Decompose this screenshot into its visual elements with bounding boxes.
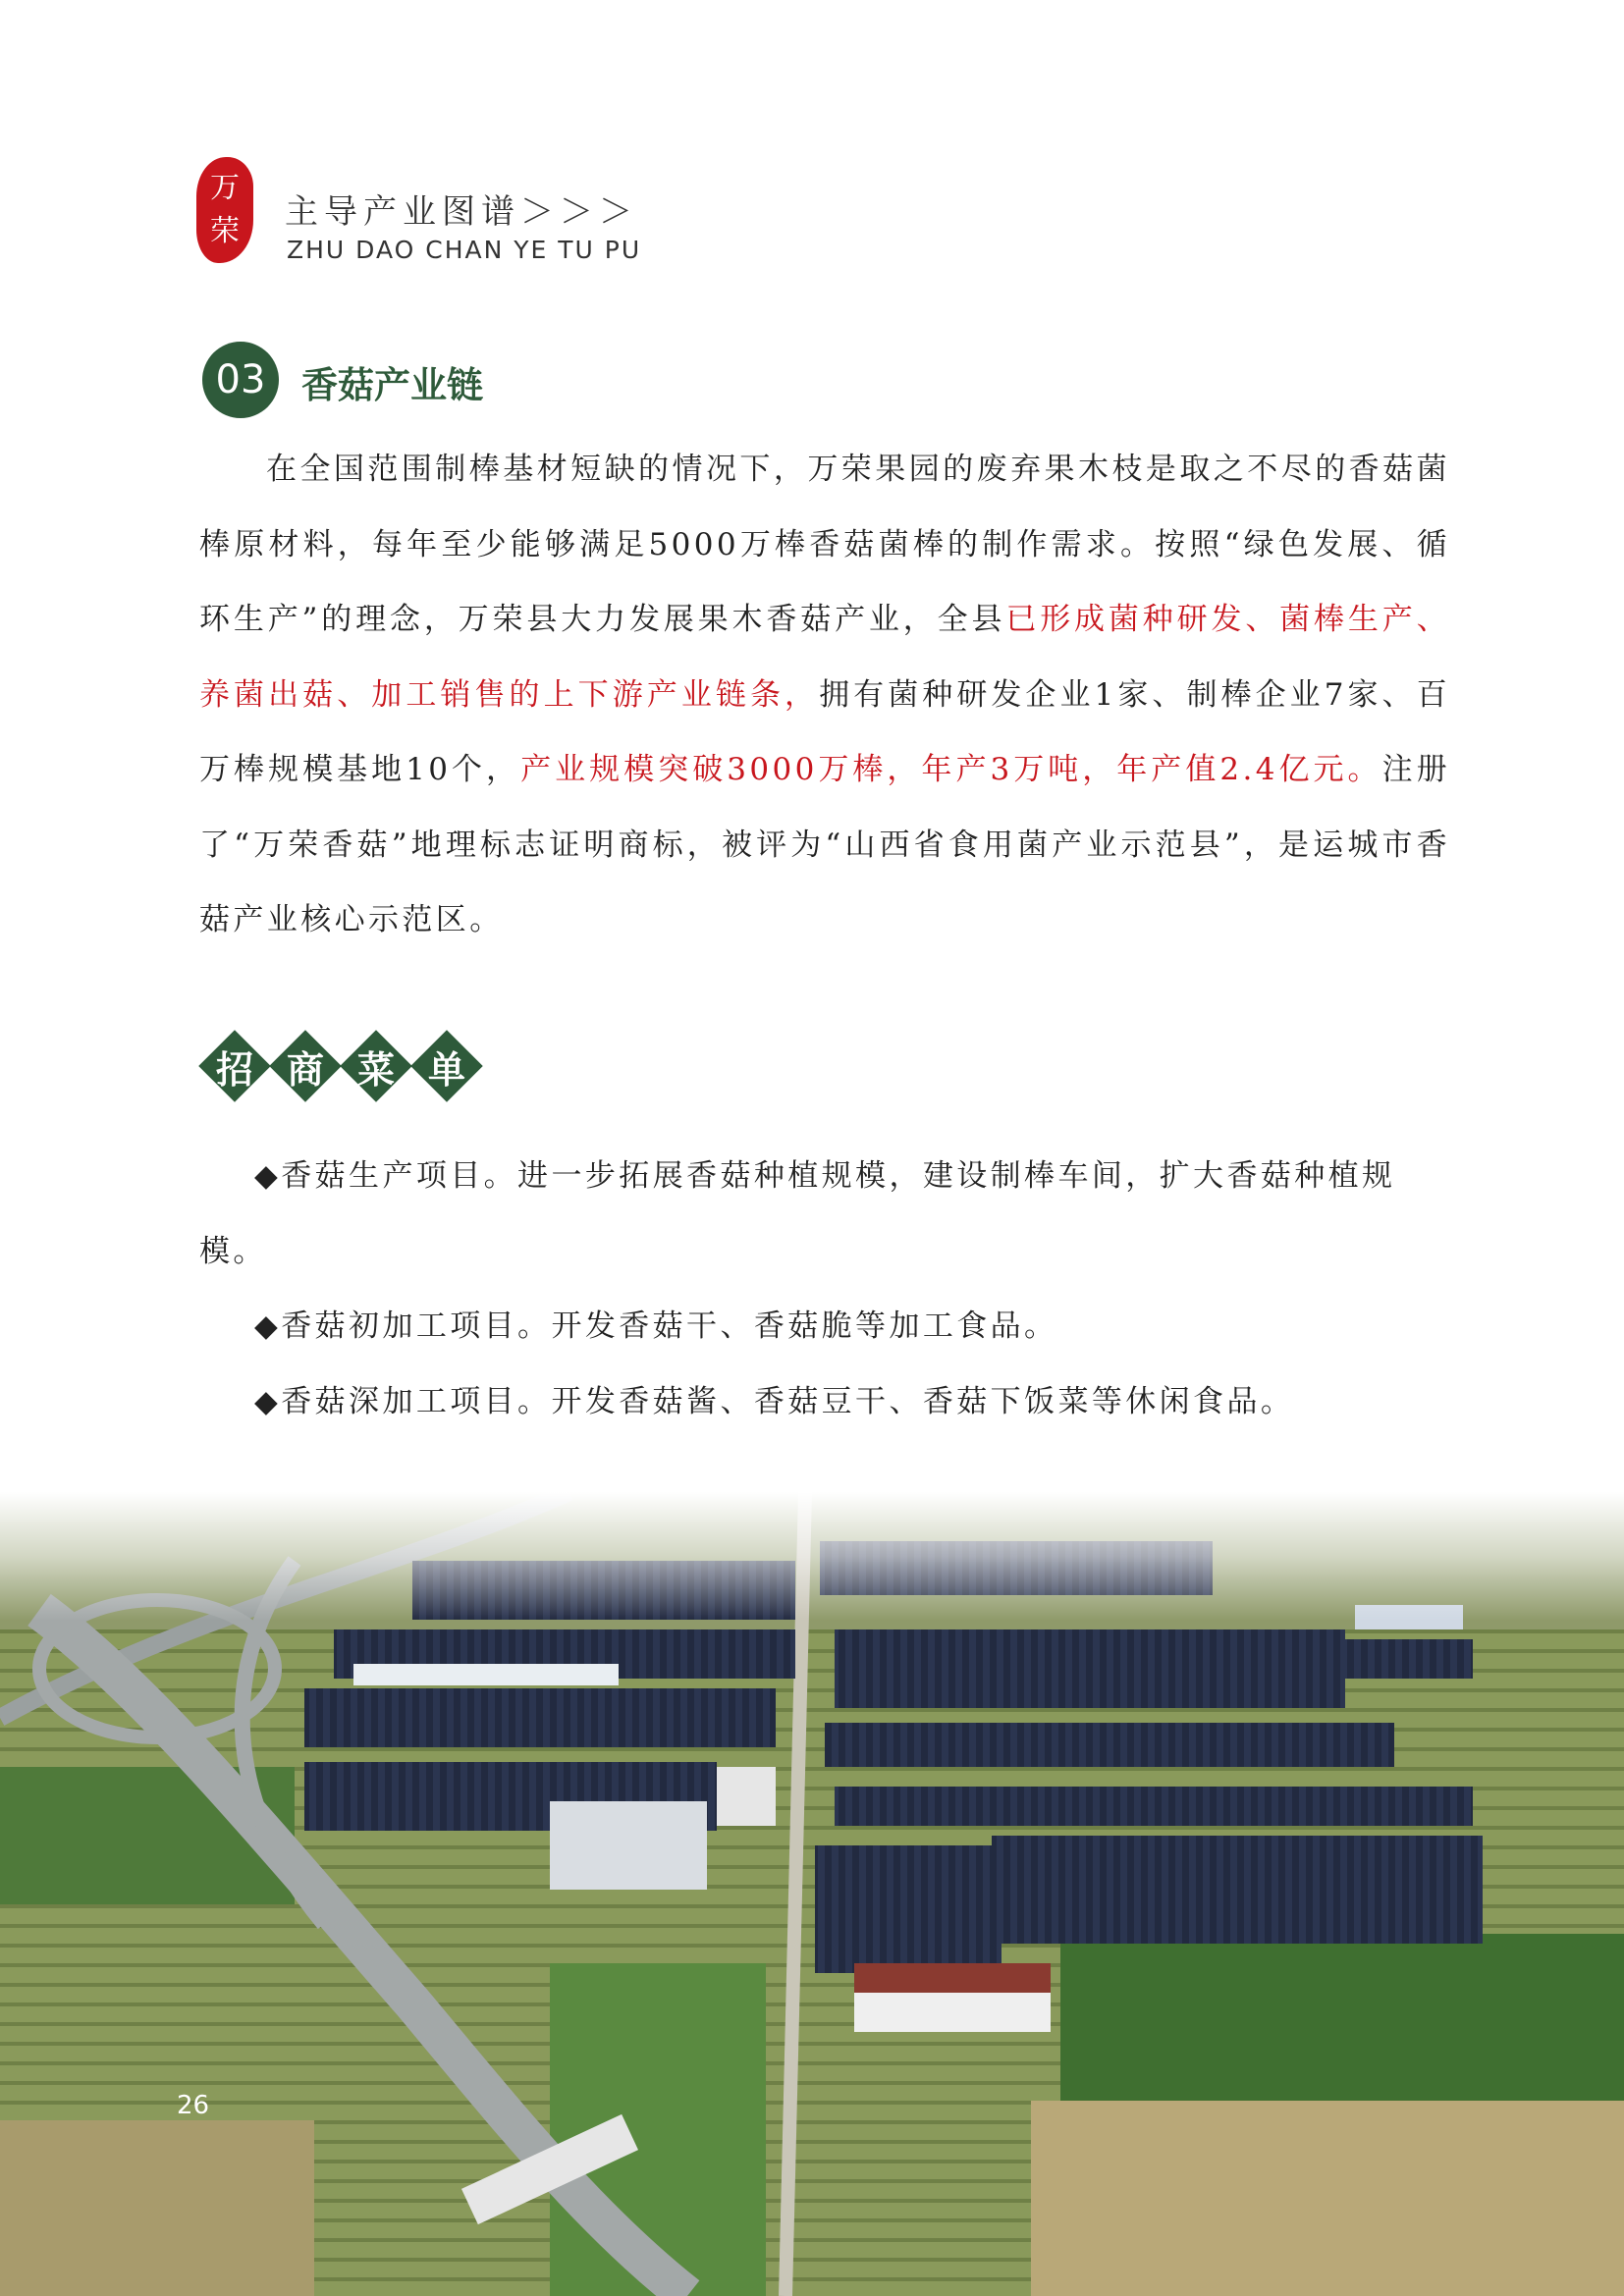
menu-char-2: 商 bbox=[286, 1047, 324, 1092]
header-title-en: ZHU DAO CHAN YE TU PU bbox=[287, 236, 642, 264]
section-number-badge: 03 bbox=[202, 342, 279, 418]
project-item-text: 香菇生产项目。进一步拓展香菇种植规模，建设制棒车间，扩大香菇种植规模。 bbox=[199, 1158, 1396, 1269]
bullet-icon: ◆ bbox=[254, 1308, 282, 1344]
project-item-text: 香菇初加工项目。开发香菇干、香菇脆等加工食品。 bbox=[281, 1308, 1058, 1344]
header-title-cn: 主导产业图谱＞＞＞ bbox=[285, 192, 638, 232]
menu-diamond-1 bbox=[199, 1031, 270, 1101]
para-text-3: 注册了“万荣香菇”地理标志证明商标，被评为“山西省食用菌产业示范县”，是运城市香菇产业核心示范区。 bbox=[199, 752, 1450, 937]
investment-menu-heading bbox=[199, 1031, 482, 1101]
project-item-text: 香菇深加工项目。开发香菇酱、香菇豆干、香菇下饭菜等休闲食品。 bbox=[281, 1384, 1295, 1419]
menu-char-4: 单 bbox=[427, 1047, 465, 1092]
bullet-icon: ◆ bbox=[254, 1384, 282, 1419]
para-highlight-2: 产业规模突破3000万棒，年产3万吨，年产值2.4亿元。 bbox=[520, 752, 1382, 787]
menu-diamond-4 bbox=[411, 1031, 482, 1101]
wanrong-seal-logo bbox=[196, 157, 253, 263]
project-item-1 bbox=[199, 1139, 1450, 1289]
para-text-2: 拥有菌种研发企业1家、制棒企业7家、百万棒规模基地10个， bbox=[199, 676, 1450, 787]
bullet-icon: ◆ bbox=[254, 1158, 282, 1194]
aerial-photo-illustration bbox=[0, 1492, 1624, 2296]
project-item-2 bbox=[199, 1289, 1450, 1364]
menu-char-3: 菜 bbox=[356, 1047, 395, 1092]
menu-diamond-2 bbox=[270, 1031, 341, 1101]
seal-char-1: 万 bbox=[210, 171, 240, 205]
page-number: 26 bbox=[177, 2091, 210, 2120]
body-paragraph bbox=[199, 432, 1450, 958]
para-text-1: 在全国范围制棒基材短缺的情况下，万荣果园的废弃果木枝是取之不尽的香菇菌棒原材料，每年至少能够满足5000万棒香菇菌棒的制作需求。按照“绿色发展、循环生产”的理念，万荣县大力发展果木香菇产业，全县 bbox=[199, 452, 1450, 637]
project-item-3 bbox=[199, 1364, 1450, 1440]
para-highlight-1: 已形成菌种研发、菌棒生产、养菌出菇、加工销售的上下游产业链条， bbox=[199, 602, 1450, 713]
menu-char-1: 招 bbox=[215, 1047, 253, 1092]
menu-diamond-3 bbox=[341, 1031, 411, 1101]
section-title: 香菇产业链 bbox=[301, 364, 483, 406]
seal-char-2: 荣 bbox=[210, 214, 240, 248]
aerial-greenhouse-photo bbox=[0, 1492, 1624, 2296]
